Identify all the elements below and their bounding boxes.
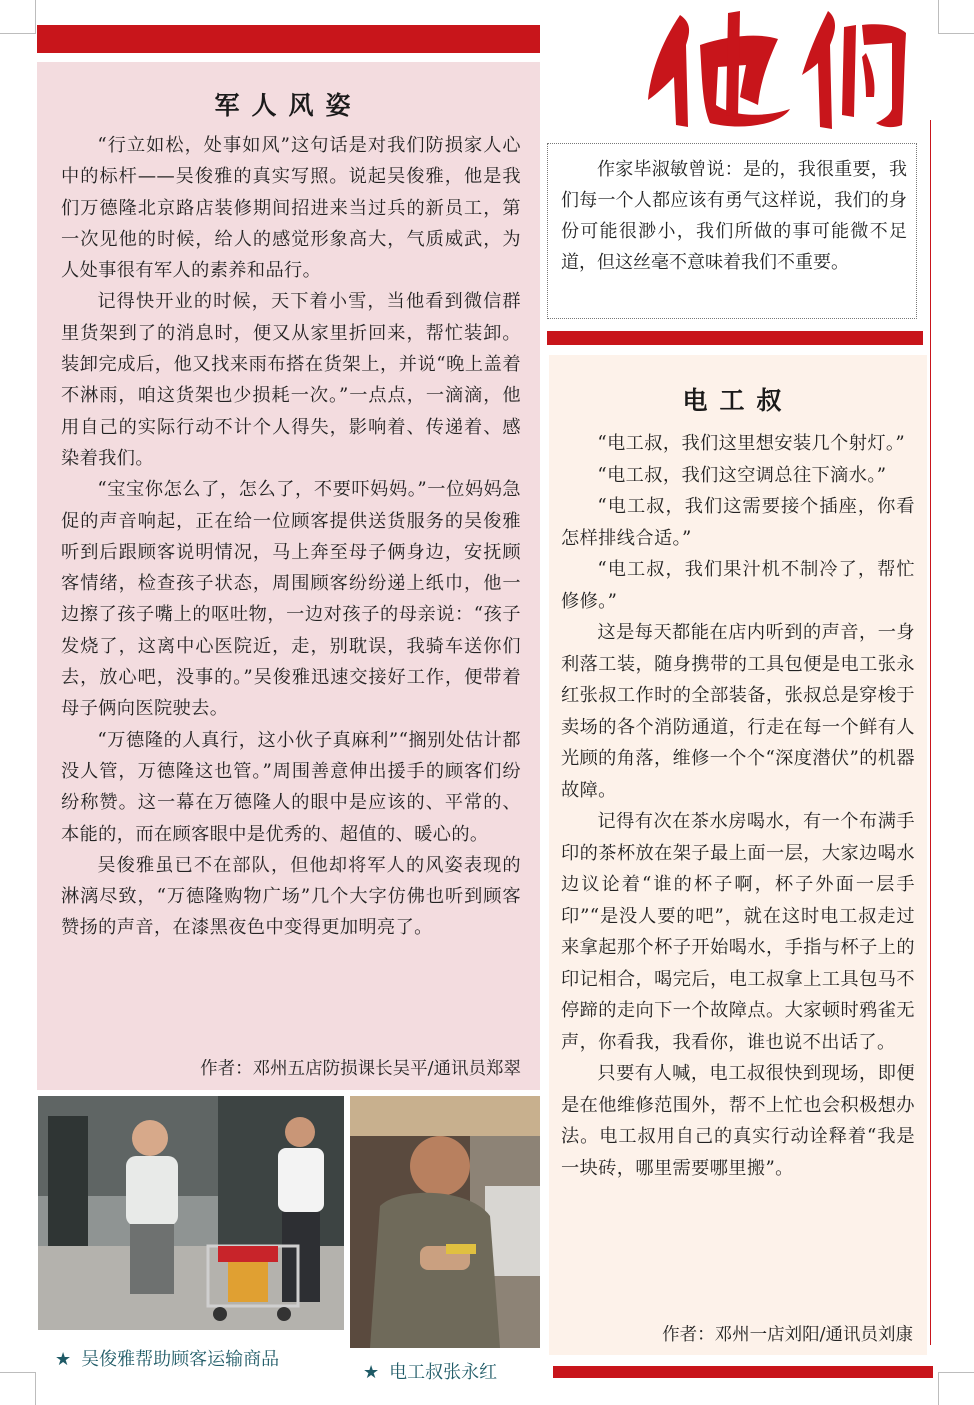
paragraph: “行立如松，处事如风”这句话是对我们防损家人心中的标杆——吴俊雅的真实写照。说起吴俊雅，他是我们万德隆北京路店装修期间招进来当过兵的新员工，第一次见他的时候，给人的感觉形象高大，气质威武，为人处事很有军人的素养和品行。 [61, 135, 521, 282]
photo-customer-help [38, 1096, 344, 1330]
brush-stroke [862, 53, 875, 97]
right-margin-line [930, 120, 931, 1345]
star-icon: ★ [55, 1349, 72, 1370]
middle-red-bar [547, 331, 923, 345]
photo-electrician [350, 1096, 540, 1348]
crop-mark [0, 0, 36, 34]
brush-stroke [648, 15, 689, 127]
left-article-author: 作者：邓州五店防损课长吴平/通讯员郑翠 [200, 1059, 521, 1079]
paragraph: 记得快开业的时候，天下着小雪，当他看到微信群里货架到了的消息时，便又从家里折回来，帮忙装卸。装卸完成后，他又找来雨布搭在货架上，并说“晚上盖着不淋雨，咱这货架也少损耗一次。”一点点，一滴滴，他用自己的实际行动不计个人得失，影响着、传递着、感染着我们。 [61, 291, 521, 469]
quote-box [547, 143, 917, 319]
brush-stroke [700, 36, 790, 127]
paragraph: “电工叔，我们果汁机不制冷了，帮忙修修。” [561, 559, 915, 612]
crop-mark [938, 0, 974, 34]
top-red-bar [37, 25, 540, 53]
crop-mark [0, 1372, 36, 1405]
crop-mark [938, 1372, 974, 1405]
paragraph: “宝宝你怎么了，怎么了，不要吓妈妈。”一位妈妈急促的声音响起，正在给一位顾客提供送货服务的吴俊雅听到后跟顾客说明情况，马上奔至母子俩身边，安抚顾客情绪，检查孩子状态，周围顾客纷纷递上纸巾，他一边擦了孩子嘴上的呕吐物，一边对孩子的母亲说：“孩子发烧了，这离中心医院近，走，别耽误，我骑车送你们去，放心吧，没事的。”吴俊雅迅速交接好工作，便带着母子俩向医院驶去。 [61, 479, 521, 720]
photo-illustration [38, 1096, 344, 1330]
paragraph: “电工叔，我们这空调总往下滴水。” [597, 464, 887, 486]
brush-stroke [842, 25, 856, 117]
right-article-title: 电工叔 [682, 386, 794, 415]
headline [640, 5, 920, 135]
photo-illustration [350, 1096, 540, 1348]
paragraph: 这是每天都能在店内听到的声音，一身利落工装，随身携带的工具包便是电工张永红张叔工作时的全部装备，张叔总是穿梭于卖场的各个消防通道，行走在每一个鲜有人光顾的角落，维修一个个“深度潜伏”的机器故障。 [561, 622, 915, 801]
paragraph: 只要有人喊，电工叔很快到现场，即便是在他维修范围外，帮不上忙也会积极想办法。电工叔用自己的真实行动诠释着“我是一块砖，哪里需要哪里搬”。 [561, 1063, 915, 1179]
headline-art [640, 5, 920, 135]
brush-stroke [726, 11, 740, 117]
paragraph: “万德隆的人真行，这小伙子真麻利”“搁别处估计都没人管，万德隆这也管。”周围善意伸出援手的顾客们纷纷称赞。这一幕在万德隆人的眼中是应该的、平常的、本能的，而在顾客眼中是优秀的、超值的、暖心的。 [61, 729, 521, 845]
photo2-caption [363, 1358, 497, 1384]
right-article-body [561, 428, 915, 1184]
star-icon: ★ [363, 1362, 380, 1383]
left-article-body [61, 130, 521, 944]
right-article-author: 作者：邓州一店刘阳/通讯员刘康 [662, 1325, 913, 1345]
bottom-red-bar [553, 1366, 933, 1378]
paragraph: “电工叔，我们这需要接个插座，你看怎样排线合适。” [561, 496, 915, 549]
left-article-title: 军人风姿 [214, 91, 363, 120]
quote-text: 作家毕淑敏曾说：是的，我很重要，我们每一个人都应该有勇气这样说，我们的身份可能很渺小，我们所做的事可能微不足道，但这丝毫不意味着我们不重要。 [561, 159, 907, 273]
paragraph: 吴俊雅虽已不在部队，但他却将军人的风姿表现的淋漓尽致，“万德隆购物广场”几个大字仿佛也听到顾客赞扬的声音，在漆黑夜色中变得更加明亮了。 [61, 854, 521, 939]
photo1-caption [55, 1345, 279, 1371]
photo2-caption-text: 电工叔张永红 [389, 1362, 498, 1383]
brush-stroke [802, 11, 835, 129]
paragraph: “电工叔，我们这里想安装几个射灯。” [597, 433, 906, 454]
paragraph: 记得有次在茶水房喝水，有一个布满手印的茶杯放在架子最上面一层，大家边喝水边议论着“谁的杯子啊，杯子外面一层手印”“是没人要的吧”，就在这时电工叔走过来拿起那个杯子开始喝水，手指与杯子上的印记相合，喝完后，电工叔拿上工具包马不停蹄的走向下一个故障点。大家顿时鸦雀无声，你看我，我看你，谁也说不出话了。 [561, 811, 915, 1053]
photo1-caption-text: 吴俊雅帮助顾客运输商品 [81, 1349, 280, 1370]
